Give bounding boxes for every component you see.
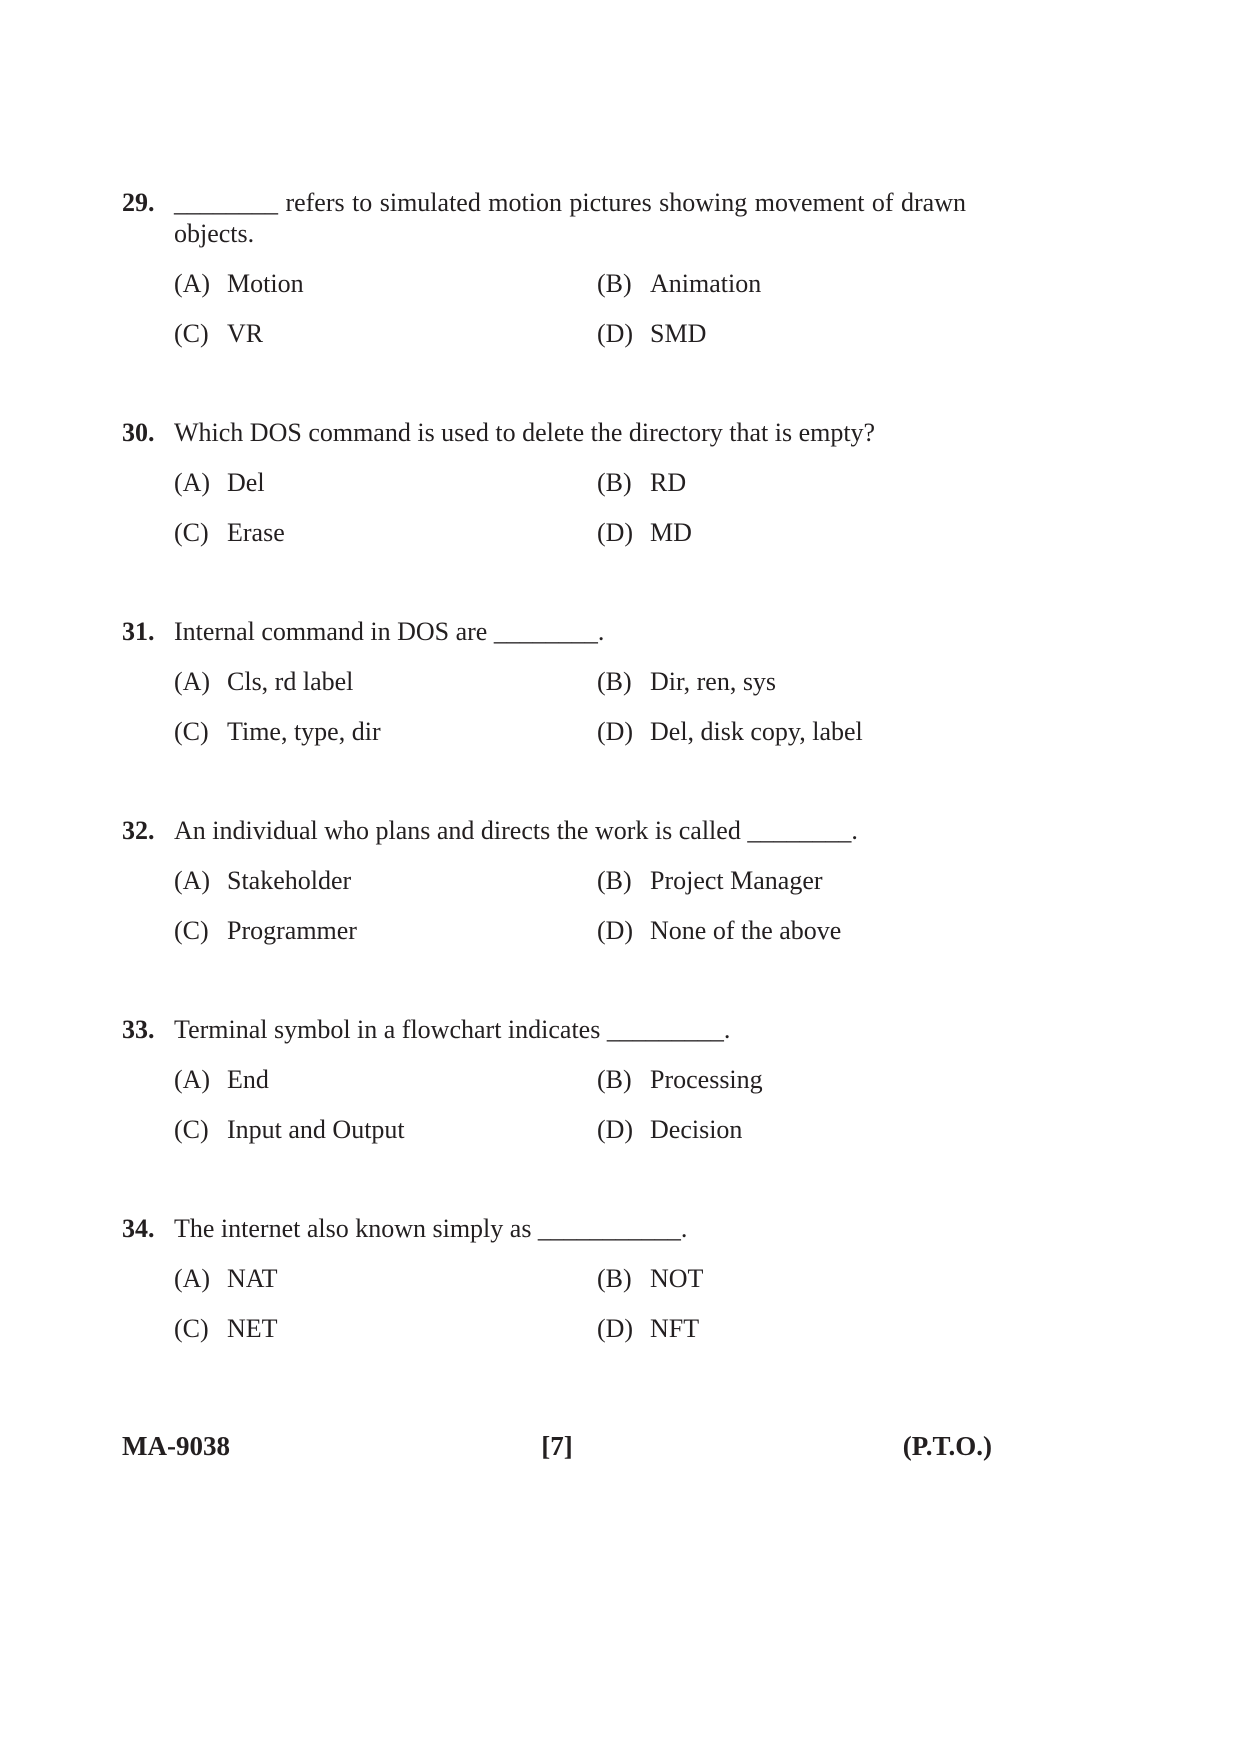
- option-text: Dir, ren, sys: [650, 667, 777, 696]
- option-label: (C): [174, 1115, 209, 1144]
- question-32: [122, 815, 966, 946]
- question-stem: [122, 815, 966, 846]
- question-stem: [122, 417, 966, 448]
- option-a: [174, 1064, 597, 1095]
- option-text: End: [227, 1065, 269, 1094]
- option-text: VR: [227, 319, 264, 348]
- option-text: NET: [227, 1314, 278, 1343]
- option-row: [174, 1114, 966, 1145]
- option-row: [174, 915, 966, 946]
- option-a: [174, 865, 597, 896]
- pto-note: (P.T.O.): [902, 1431, 992, 1461]
- question-text: The internet also known simply as ___________.: [174, 1214, 688, 1243]
- option-text: Del: [227, 468, 265, 497]
- option-row: [174, 666, 966, 697]
- option-d: [597, 716, 863, 747]
- option-text: Motion: [227, 269, 304, 298]
- option-label: (A): [174, 1065, 211, 1094]
- question-number: 29.: [122, 188, 155, 217]
- option-c: [174, 517, 597, 548]
- option-d: [597, 318, 706, 349]
- option-text: Del, disk copy, label: [650, 717, 863, 746]
- option-text: Cls, rd label: [227, 667, 354, 696]
- option-label: (A): [174, 468, 211, 497]
- option-label: (A): [174, 1264, 211, 1293]
- question-33: [122, 1014, 966, 1145]
- option-row: [174, 318, 966, 349]
- option-a: [174, 666, 597, 697]
- option-c: [174, 1114, 597, 1145]
- option-label: (B): [597, 1065, 632, 1094]
- option-d: [597, 517, 692, 548]
- option-d: [597, 915, 841, 946]
- question-text: Terminal symbol in a flowchart indicates _________.: [174, 1015, 731, 1044]
- option-label: (B): [597, 269, 632, 298]
- option-d: [597, 1114, 742, 1145]
- option-label: (C): [174, 518, 209, 547]
- option-label: (C): [174, 916, 209, 945]
- option-text: Decision: [650, 1115, 743, 1144]
- option-label: (C): [174, 717, 209, 746]
- option-label: (A): [174, 269, 211, 298]
- question-29: [122, 187, 966, 349]
- option-b: [597, 1064, 763, 1095]
- question-30: [122, 417, 966, 548]
- option-c: [174, 1313, 597, 1344]
- question-34: [122, 1213, 966, 1344]
- option-text: Programmer: [227, 916, 357, 945]
- option-label: (D): [597, 518, 634, 547]
- option-c: [174, 318, 597, 349]
- option-row: [174, 268, 966, 299]
- option-text: Time, type, dir: [227, 717, 381, 746]
- option-label: (A): [174, 667, 211, 696]
- question-text: ________ refers to simulated motion pictures showing movement of drawn objects.: [174, 188, 966, 248]
- question-stem: [122, 1014, 966, 1045]
- option-text: MD: [650, 518, 692, 547]
- option-label: (B): [597, 866, 632, 895]
- question-number: 30.: [122, 418, 155, 447]
- question-stem: [122, 1213, 966, 1244]
- option-row: [174, 1263, 966, 1294]
- option-b: [597, 666, 776, 697]
- option-label: (D): [597, 916, 634, 945]
- option-text: Project Manager: [650, 866, 823, 895]
- option-a: [174, 467, 597, 498]
- option-text: RD: [650, 468, 687, 497]
- option-text: Stakeholder: [227, 866, 352, 895]
- option-b: [597, 1263, 703, 1294]
- option-label: (B): [597, 1264, 632, 1293]
- option-text: NAT: [227, 1264, 278, 1293]
- question-text: Internal command in DOS are ________.: [174, 617, 605, 646]
- question-31: [122, 616, 966, 747]
- question-stem: [122, 616, 966, 647]
- question-number: 32.: [122, 816, 155, 845]
- option-row: [174, 865, 966, 896]
- option-c: [174, 716, 597, 747]
- option-a: [174, 1263, 597, 1294]
- option-text: Erase: [227, 518, 285, 547]
- option-text: Animation: [650, 269, 762, 298]
- question-text: Which DOS command is used to delete the directory that is empty?: [174, 418, 876, 447]
- option-text: SMD: [650, 319, 707, 348]
- option-label: (A): [174, 866, 211, 895]
- question-stem: [122, 187, 966, 249]
- question-number: 31.: [122, 617, 155, 646]
- option-row: [174, 1313, 966, 1344]
- page-footer: [122, 1430, 992, 1462]
- option-label: (D): [597, 717, 634, 746]
- question-text: An individual who plans and directs the work is called ________.: [174, 816, 858, 845]
- option-b: [597, 865, 823, 896]
- option-c: [174, 915, 597, 946]
- question-number: 33.: [122, 1015, 155, 1044]
- option-d: [597, 1313, 699, 1344]
- option-label: (B): [597, 468, 632, 497]
- option-text: NOT: [650, 1264, 704, 1293]
- option-label: (D): [597, 1314, 634, 1343]
- question-number: 34.: [122, 1214, 155, 1243]
- option-a: [174, 268, 597, 299]
- option-label: (D): [597, 319, 634, 348]
- question-list: [122, 187, 966, 1412]
- option-text: Processing: [650, 1065, 763, 1094]
- option-label: (B): [597, 667, 632, 696]
- option-row: [174, 716, 966, 747]
- paper-code: MA-9038: [122, 1431, 230, 1461]
- option-row: [174, 467, 966, 498]
- option-b: [597, 268, 761, 299]
- option-text: None of the above: [650, 916, 842, 945]
- option-row: [174, 517, 966, 548]
- option-label: (C): [174, 319, 209, 348]
- option-row: [174, 1064, 966, 1095]
- option-text: Input and Output: [227, 1115, 405, 1144]
- option-text: NFT: [650, 1314, 700, 1343]
- option-label: (D): [597, 1115, 634, 1144]
- page-number: [7]: [541, 1431, 573, 1461]
- option-label: (C): [174, 1314, 209, 1343]
- option-b: [597, 467, 686, 498]
